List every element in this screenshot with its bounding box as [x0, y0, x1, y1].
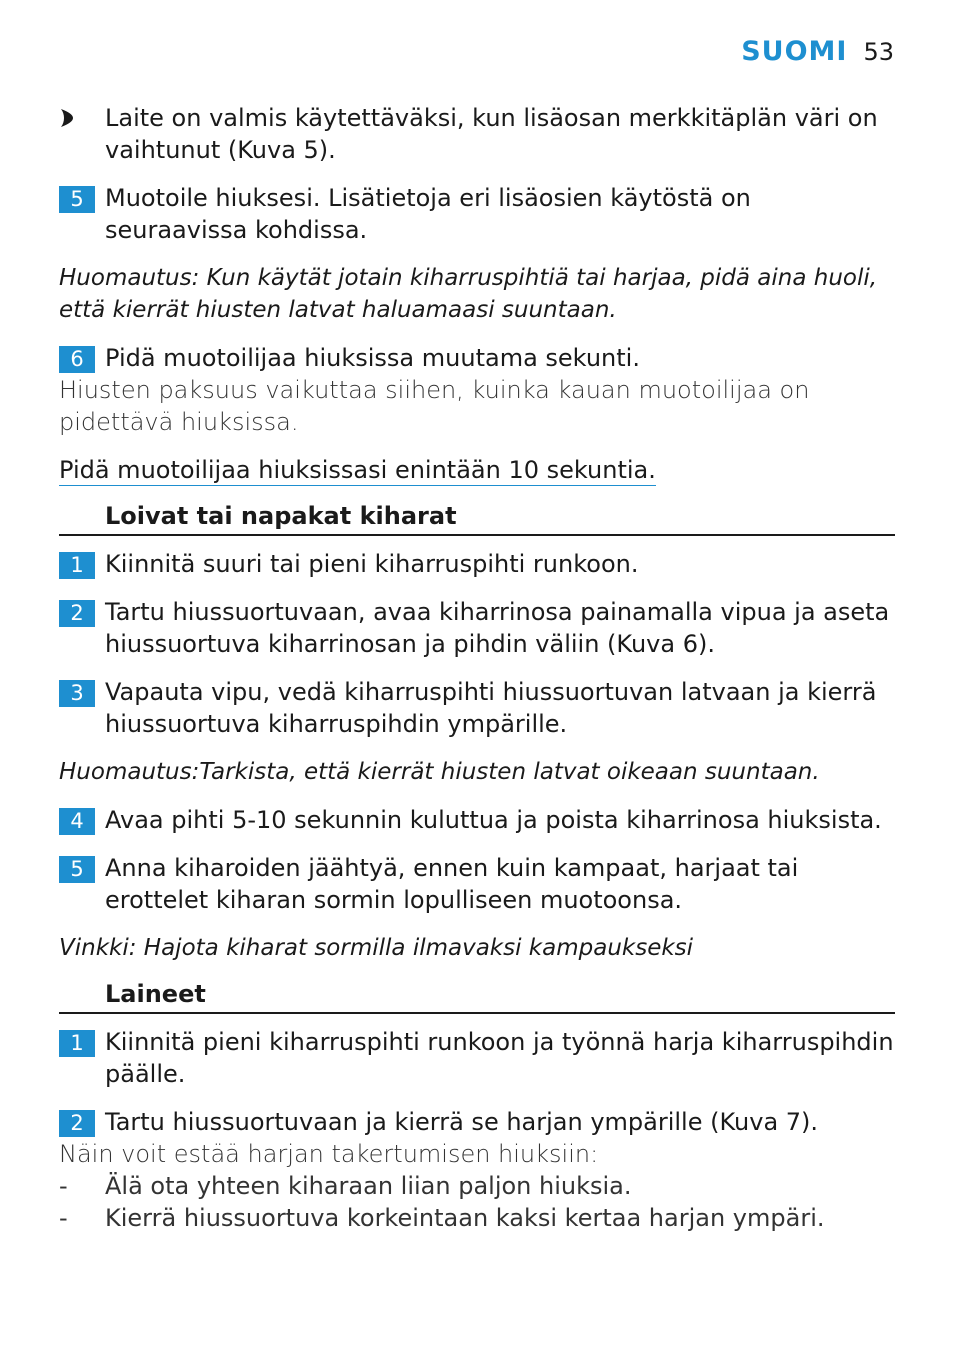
- step-item: [59, 342, 895, 374]
- step-number: 5: [59, 186, 95, 213]
- step-item: [59, 804, 895, 836]
- page-number: 53: [863, 38, 894, 66]
- step-item: [59, 1026, 895, 1090]
- step-item: [59, 548, 895, 580]
- result-text: Laite on valmis käytettäväksi, kun lisäosan merkkitäplän väri on vaihtunut (Kuva 5).: [105, 104, 878, 164]
- step-text: Tartu hiussuortuvaan, avaa kiharrinosa painamalla vipua ja aseta hiussuortuva kiharrinosan ja pihdin väliin (Kuva 6).: [105, 598, 890, 658]
- step-item: [59, 596, 895, 660]
- step-subtext: Näin voit estää harjan takertumisen hiuksiin:: [59, 1140, 599, 1168]
- warning-text: Pidä muotoilijaa hiuksissasi enintään 10 sekuntia.: [59, 456, 656, 484]
- list-item: [59, 1202, 895, 1234]
- step-item: [59, 676, 895, 740]
- step-number: 2: [59, 1110, 95, 1137]
- step-item: [59, 852, 895, 916]
- language-label: SUOMI: [741, 36, 848, 67]
- warning-block: [59, 454, 895, 486]
- list-dash: -: [59, 1172, 68, 1200]
- page-header: [741, 36, 894, 67]
- step-text: Kiinnitä suuri tai pieni kiharruspihti runkoon.: [105, 550, 639, 578]
- step-text: Avaa pihti 5-10 sekunnin kuluttua ja poista kiharrinosa hiuksista.: [105, 806, 882, 834]
- note-text: Huomautus: Kun käytät jotain kiharruspihtiä tai harjaa, pidä aina huoli, että kierrät hiusten latvat haluamaasi suuntaan.: [59, 265, 878, 323]
- bullet-icon: [61, 109, 73, 127]
- step-item: [59, 1106, 895, 1138]
- list-dash: -: [59, 1204, 68, 1232]
- step-text: Pidä muotoilijaa hiuksissa muutama sekunti.: [105, 344, 640, 372]
- step-item: [59, 182, 895, 246]
- list-item-text: Kierrä hiussuortuva korkeintaan kaksi kertaa harjan ympäri.: [105, 1204, 825, 1232]
- step-number: 5: [59, 856, 95, 883]
- section-heading: Loivat tai napakat kiharat: [59, 500, 895, 536]
- note-text: Huomautus:Tarkista, että kierrät hiusten latvat oikeaan suuntaan.: [59, 759, 820, 785]
- tip-text: Vinkki: Hajota kiharat sormilla ilmavaksi kampaukseksi: [59, 935, 694, 961]
- step-number: 4: [59, 808, 95, 835]
- step-text: Kiinnitä pieni kiharruspihti runkoon ja työnnä harja kiharruspihdin päälle.: [105, 1028, 894, 1088]
- step-text: Anna kiharoiden jäähtyä, ennen kuin kampaat, harjaat tai erottelet kiharan sormin lopulliseen muotoonsa.: [105, 854, 799, 914]
- list-item-text: Älä ota yhteen kiharaan liian paljon hiuksia.: [105, 1172, 632, 1200]
- result-bullet: [59, 102, 895, 166]
- step-text: Tartu hiussuortuvaan ja kierrä se harjan ympärille (Kuva 7).: [105, 1108, 819, 1136]
- step-number: 3: [59, 680, 95, 707]
- step-number: 2: [59, 600, 95, 627]
- step-text: Muotoile hiuksesi. Lisätietoja eri lisäosien käytöstä on seuraavissa kohdissa.: [105, 184, 751, 244]
- section-heading: Laineet: [59, 978, 895, 1014]
- page-content: [59, 102, 895, 1234]
- step-subtext: Hiusten paksuus vaikuttaa siihen, kuinka kauan muotoilijaa on pidettävä hiuksissa.: [59, 376, 810, 436]
- step-number: 1: [59, 1030, 95, 1057]
- step-text: Vapauta vipu, vedä kiharruspihti hiussuortuvan latvaan ja kierrä hiussuortuva kiharruspihdin ympärille.: [105, 678, 877, 738]
- step-number: 6: [59, 346, 95, 373]
- list-item: [59, 1170, 895, 1202]
- step-number: 1: [59, 552, 95, 579]
